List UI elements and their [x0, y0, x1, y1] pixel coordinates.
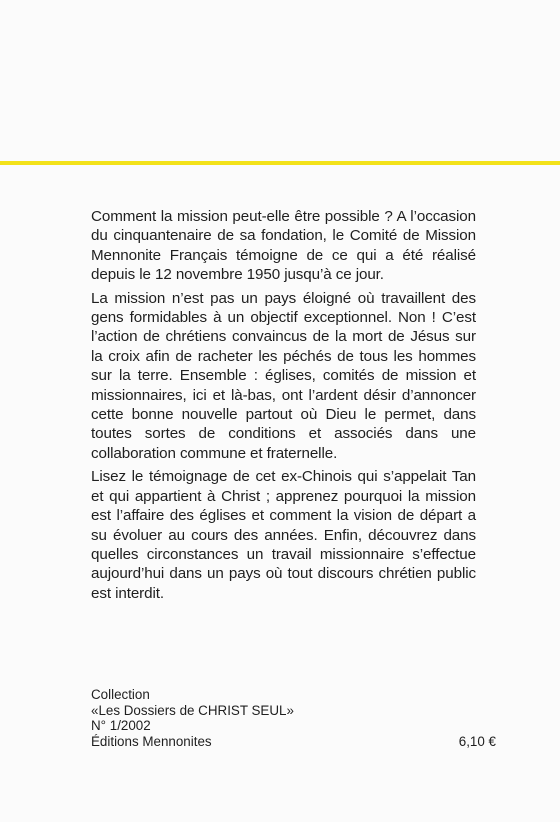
issue-number: N° 1/2002	[91, 718, 151, 734]
yellow-divider-line	[0, 161, 560, 165]
paragraph-testimony: Lisez le témoignage de cet ex-Chinois qui s’appelait Tan et qui appartient à Christ ; apprenez pourquoi la mission est l’affaire des églises et comment la vision de départ a su évoluer au cours des années. Enfin, découvrez dans quelles circonstances un travail missionnaire s’effectue aujourd’hui dans un pays où tout discours chrétien public est interdit.	[91, 468, 476, 602]
price-label: 6,10 €	[458, 733, 496, 749]
collection-label: Collection	[91, 687, 150, 702]
paragraph-intro: Comment la mission peut-elle être possible ? A l’occasion du cinquantenaire de sa fondation, le Comité de Mission Mennonite Français témoigne de ce qui a été réalisé depuis le 12 novembre 1950 jusqu’à ce jour.	[91, 208, 476, 284]
publisher-name: Éditions Mennonites	[91, 733, 212, 749]
series-title: «Les Dossiers de CHRIST SEUL»	[91, 702, 294, 718]
paragraph-mission: La mission n’est pas un pays éloigné où travaillent des gens formidables à un objectif exceptionnel. Non ! C’est l’action de chrétiens convaincus de la mort de Jésus sur la croix afin de racheter les péchés de tous les hommes sur la terre. Ensemble : églises, comités de mission et missionnaires, ici et là-bas, ont l’ardent désir d’annoncer cette bonne nouvelle partout où Dieu le permet, dans toutes sortes de conditions et associés dans une collaboration commune et fraternelle.	[91, 289, 476, 462]
description-text	[91, 207, 476, 607]
publication-info	[91, 687, 496, 749]
